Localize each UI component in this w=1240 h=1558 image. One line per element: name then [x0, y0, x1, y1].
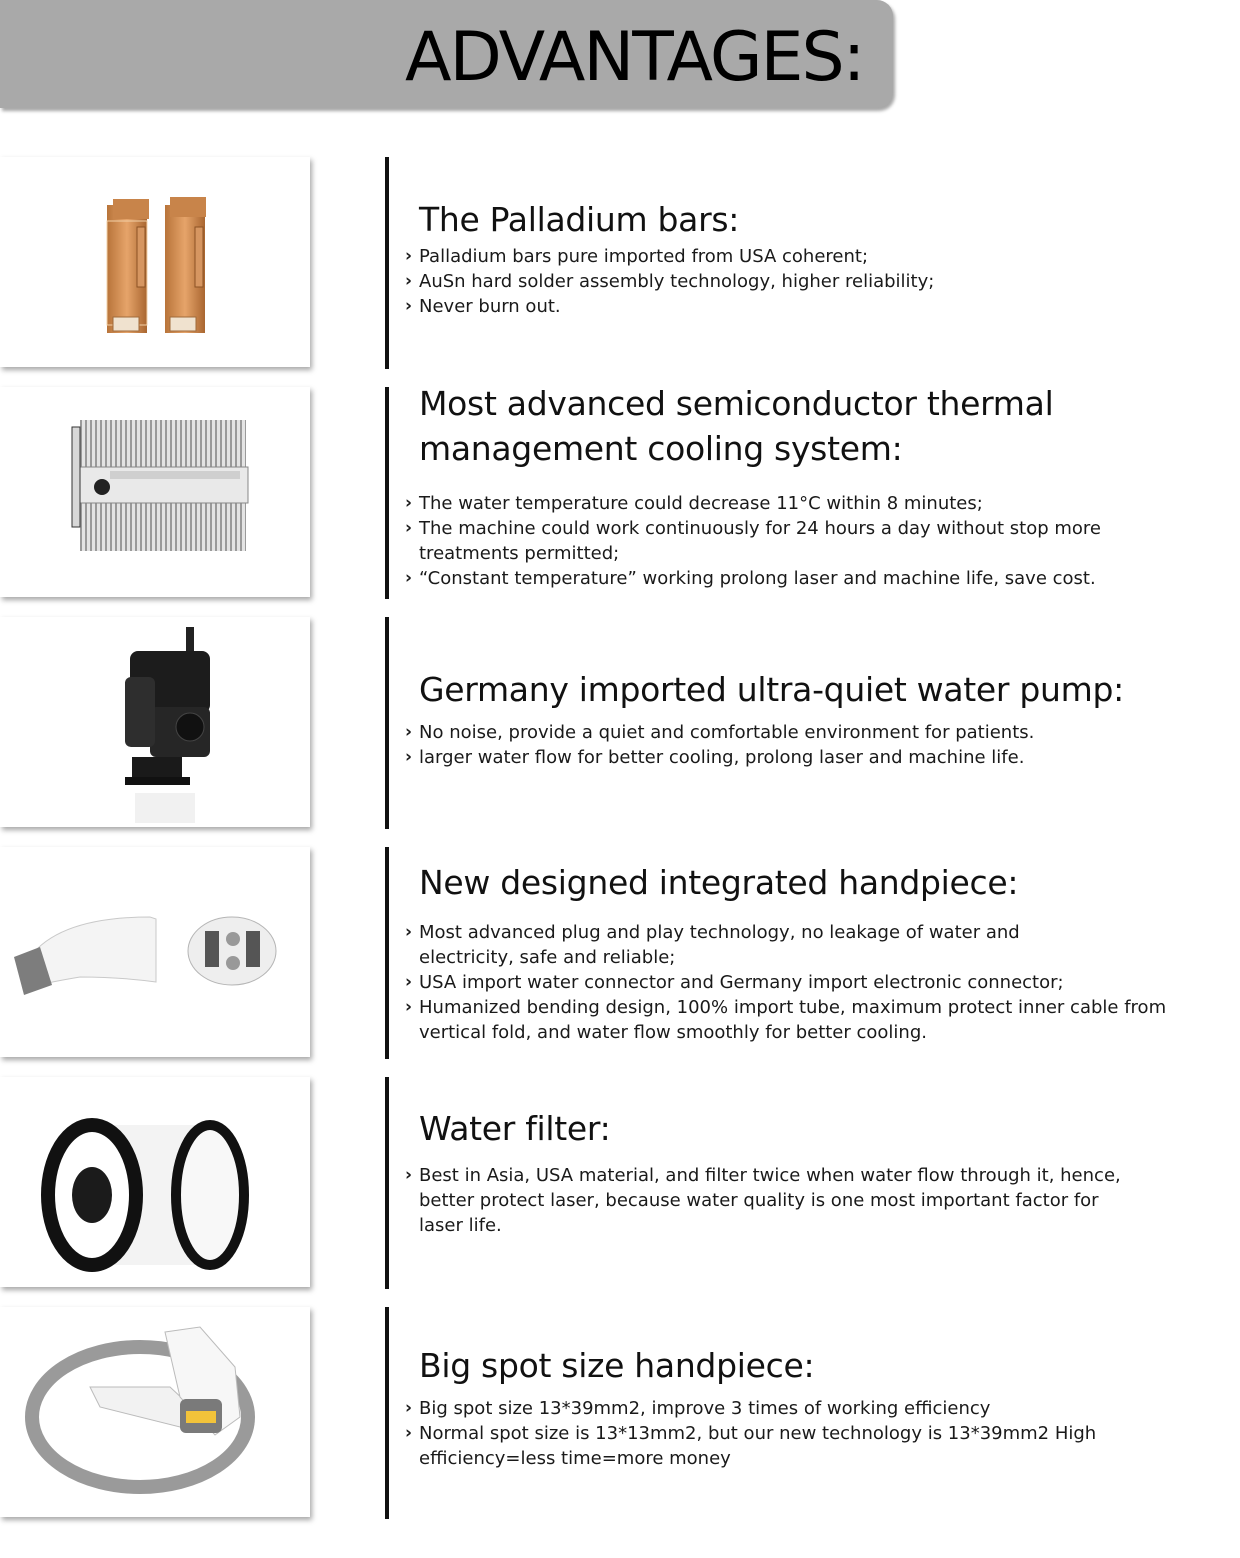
section-text: [405, 197, 1185, 319]
divider-line: [385, 1307, 389, 1519]
product-image-card: [0, 847, 310, 1057]
bullet-item: › Never burn out.: [405, 296, 561, 317]
divider-line: [385, 1077, 389, 1289]
water-filter-image: [0, 1077, 310, 1287]
product-image-card: [0, 387, 310, 597]
palladium-bars-image: [0, 157, 310, 367]
section-text: [405, 667, 1185, 770]
divider-line: [385, 847, 389, 1059]
section-text: [405, 381, 1185, 591]
chevron-right-icon: ›: [405, 1423, 413, 1443]
integrated-handpiece-image: [0, 847, 310, 1057]
product-image-card: [0, 1307, 310, 1517]
bullet-item: › Normal spot size is 13*13mm2, but our new technology is 13*39mm2 High efficiency=less time=more money: [405, 1423, 1097, 1469]
bullet-item: › larger water flow for better cooling, prolong laser and machine life.: [405, 747, 1025, 768]
section-text: [405, 1343, 1185, 1471]
chevron-right-icon: ›: [405, 493, 413, 513]
section-title: Big spot size handpiece:: [419, 1346, 815, 1385]
chevron-right-icon: ›: [405, 271, 413, 291]
bullet-item: › Big spot size 13*39mm2, improve 3 times of working efficiency: [405, 1398, 991, 1419]
bullet-item: › The water temperature could decrease 11°C within 8 minutes;: [405, 493, 983, 514]
divider-line: [385, 617, 389, 829]
product-image-card: [0, 157, 310, 367]
section-title: Germany imported ultra-quiet water pump:: [419, 670, 1124, 709]
chevron-right-icon: ›: [405, 972, 413, 992]
section-title: The Palladium bars:: [419, 200, 740, 239]
bullet-item: › AuSn hard solder assembly technology, higher reliability;: [405, 271, 935, 292]
chevron-right-icon: ›: [405, 296, 413, 316]
bullet-item: › Palladium bars pure imported from USA coherent;: [405, 246, 869, 267]
section-big-spot-handpiece: [0, 1307, 1240, 1519]
section-cooling-system: [0, 384, 1240, 599]
section-title: Most advanced semiconductor thermal management cooling system:: [419, 384, 1054, 468]
chevron-right-icon: ›: [405, 1398, 413, 1418]
page-title: ADVANTAGES:: [405, 18, 864, 97]
section-integrated-handpiece: [0, 847, 1240, 1059]
divider-line: [385, 387, 389, 599]
chevron-right-icon: ›: [405, 747, 413, 767]
chevron-right-icon: ›: [405, 922, 413, 942]
chevron-right-icon: ›: [405, 518, 413, 538]
chevron-right-icon: ›: [405, 997, 413, 1017]
section-title: New designed integrated handpiece:: [419, 863, 1019, 902]
section-palladium-bars: [0, 157, 1240, 369]
bullet-item: › Most advanced plug and play technology, no leakage of water and electricity, safe and reliable;: [405, 922, 1020, 968]
product-image-card: [0, 1077, 310, 1287]
section-text: [405, 1106, 1185, 1238]
product-image-card: [0, 617, 310, 827]
water-pump-image: [0, 617, 310, 827]
section-title: Water filter:: [419, 1109, 611, 1148]
bullet-item: › The machine could work continuously for 24 hours a day without stop more treatments permitted;: [405, 518, 1102, 564]
section-water-filter: [0, 1077, 1240, 1289]
bullet-item: › No noise, provide a quiet and comfortable environment for patients.: [405, 722, 1035, 743]
divider-line: [385, 157, 389, 369]
chevron-right-icon: ›: [405, 722, 413, 742]
chevron-right-icon: ›: [405, 246, 413, 266]
bullet-item: › USA import water connector and Germany import electronic connector;: [405, 972, 1064, 993]
bullet-item: › “Constant temperature” working prolong laser and machine life, save cost.: [405, 568, 1096, 589]
chevron-right-icon: ›: [405, 1165, 413, 1185]
big-spot-handpiece-image: [0, 1307, 310, 1517]
section-water-pump: [0, 617, 1240, 829]
chevron-right-icon: ›: [405, 568, 413, 588]
section-text: [405, 860, 1185, 1045]
header-banner: [0, 0, 893, 108]
bullet-item: › Best in Asia, USA material, and filter twice when water flow through it, hence, better protect laser, because water quality is one most important factor for laser life.: [405, 1165, 1121, 1236]
bullet-item: › Humanized bending design, 100% import tube, maximum protect inner cable from vertical fold, and water flow smoothly for better cooling.: [405, 997, 1167, 1043]
cooling-radiator-image: [0, 387, 310, 597]
